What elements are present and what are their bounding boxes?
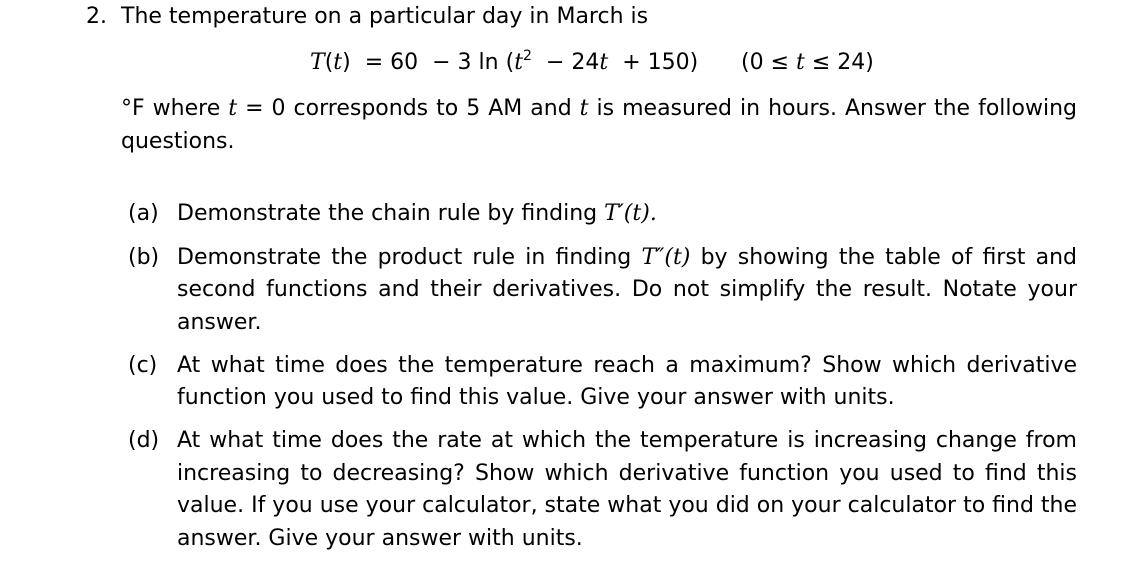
- part-c-label-text: (c): [128, 353, 158, 378]
- domain-low: 0: [749, 50, 764, 75]
- part-d-label: [128, 426, 159, 456]
- domain-var: t: [796, 50, 805, 75]
- part-c-line-2: [177, 383, 895, 413]
- temperature-equation: T(t) = 60 − 3 $\ln (t^2 - 24t + 150)$: [310, 48, 699, 75]
- eq-mid-coef: 24: [571, 50, 600, 75]
- eq-poly-exp: 2: [523, 48, 532, 64]
- part-c-line2-text: function you used to find this value. Give your answer with units.: [177, 385, 895, 410]
- context-b: = 0 corresponds to 5 AM and: [245, 96, 572, 121]
- eq-coef: 3: [457, 50, 472, 75]
- part-a-line: Demonstrate the chain rule by finding: [177, 201, 598, 226]
- problem-number-text: 2.: [86, 4, 107, 29]
- part-a-math: T′(t).: [604, 201, 657, 226]
- part-d-line-4: [177, 524, 583, 554]
- context-c: is measured in hours. Answer the following: [596, 96, 1077, 121]
- eq-fn-T: T: [310, 50, 325, 75]
- context-var-t2: t: [579, 96, 589, 121]
- problem-number: [86, 2, 107, 32]
- part-c-label: [128, 351, 157, 381]
- part-d-line3-text: value. If you use your calculator, state what you did on your calculator to find the: [177, 493, 1078, 518]
- context-var-t: t: [228, 96, 238, 121]
- part-b-line1-b: by showing the table of first and: [700, 245, 1078, 270]
- part-b-label-text: (b): [128, 245, 160, 270]
- eq-poly-const: 150: [647, 50, 690, 75]
- part-b-label: [128, 243, 159, 273]
- part-a-label-text: (a): [128, 201, 159, 226]
- context-a: °F where: [121, 96, 221, 121]
- part-b-line1-a: Demonstrate the product rule in finding: [177, 245, 632, 270]
- eq-ln: ln: [478, 50, 499, 75]
- context-line-2-text: questions.: [121, 129, 235, 154]
- problem-intro-text: The temperature on a particular day in March is: [121, 4, 649, 29]
- part-d-line-1: [177, 426, 1077, 456]
- part-b-math: T″(t): [641, 245, 691, 270]
- part-c-line1-text: At what time does the temperature reach a maximum? Show which derivative: [177, 353, 1077, 378]
- part-d-line2-text: increasing to decreasing? Show which derivative function you used to find this: [177, 461, 1077, 486]
- eq-mid-var: t: [599, 50, 609, 75]
- part-a-label: [128, 199, 159, 229]
- equation-domain: (0 ≤ t ≤ 24): [741, 50, 874, 75]
- domain-high: 24: [837, 50, 866, 75]
- part-b-line-3: [177, 308, 261, 338]
- eq-var-t: t: [333, 50, 343, 75]
- problem-intro: [121, 2, 648, 32]
- part-d-line-3: [177, 491, 1077, 521]
- eq-const: 60: [390, 50, 419, 75]
- part-b-line3-text: answer.: [177, 310, 262, 335]
- context-line-2: [121, 127, 235, 157]
- part-d-line-2: [177, 459, 1077, 489]
- context-line-1: [121, 94, 1077, 124]
- part-d-line4-text: answer. Give your answer with units.: [177, 526, 583, 551]
- part-d-line1-text: At what time does the rate at which the temperature is increasing change from: [177, 428, 1077, 453]
- part-d-label-text: (d): [128, 428, 160, 453]
- part-b-line-2: [177, 275, 1077, 305]
- part-a-text: [177, 199, 657, 229]
- part-b-line2-text: second functions and their derivatives. Do not simplify the result. Notate your: [177, 277, 1077, 302]
- part-b-line-1: [177, 243, 1077, 273]
- part-c-line-1: [177, 351, 1077, 381]
- eq-poly-var: t: [514, 50, 524, 75]
